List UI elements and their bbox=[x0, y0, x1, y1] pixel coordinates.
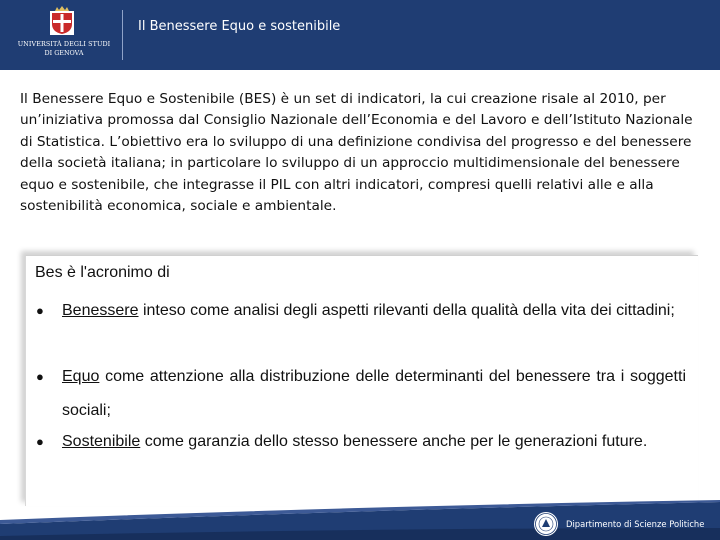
header-bar bbox=[0, 0, 720, 70]
department-name: Dipartimento di Scienze Politiche bbox=[566, 519, 705, 529]
department-seal-icon bbox=[533, 511, 559, 537]
bullet-text: come garanzia dello stesso benessere anche per le generazioni future. bbox=[140, 433, 648, 450]
bullet-item-sostenibile bbox=[26, 425, 686, 459]
intro-paragraph: Il Benessere Equo e Sostenibile (BES) è un set di indicatori, la cui creazione risale al 2010, per un’iniziativa promossa dal Consiglio Nazionale dell’Economia e del Lavoro e dell’Istituto Nazionale di Statistica. L’obiettivo era lo sviluppo di una definizione condivisa del progresso e del benessere della società italiana; in particolare lo sviluppo di un approccio multidimensionale del benessere equo e sostenibile, che integrasse il PIL con altri indicatori, compresi quelli relativi alle e alla sostenibilità economica, sociale e ambientale. bbox=[20, 91, 693, 215]
university-city: DI GENOVA bbox=[44, 49, 84, 57]
bullet-item-equo bbox=[26, 360, 686, 428]
acronym-lead: Bes è l'acronimo di bbox=[35, 264, 170, 281]
bullet-icon: ● bbox=[36, 369, 44, 384]
bullet-icon: ● bbox=[36, 434, 44, 449]
acronym-box bbox=[25, 255, 698, 506]
bullet-term: Equo bbox=[62, 368, 100, 385]
bullet-term: Benessere bbox=[62, 302, 139, 319]
bullet-text: inteso come analisi degli aspetti rilevanti della qualità della vita dei cittadini; bbox=[138, 302, 675, 319]
university-crest-icon bbox=[49, 6, 75, 36]
bullet-text: come attenzione alla distribuzione delle determinanti del benessere tra i soggetti sociali; bbox=[62, 368, 686, 419]
bullet-term: Sostenibile bbox=[62, 433, 141, 450]
page-title: Il Benessere Equo e sostenibile bbox=[138, 19, 341, 34]
bullet-icon: ● bbox=[36, 303, 44, 318]
university-name: UNIVERSITÀ DEGLI STUDI bbox=[17, 40, 111, 48]
bullet-item-benessere bbox=[26, 294, 686, 328]
university-logo bbox=[8, 4, 120, 66]
header-divider bbox=[122, 10, 123, 60]
